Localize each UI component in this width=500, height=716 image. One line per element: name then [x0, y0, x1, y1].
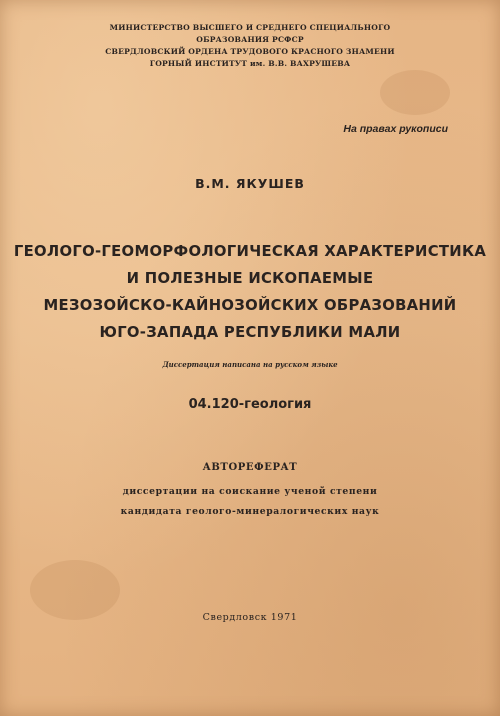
specialty-code: 04.120-геология — [188, 397, 312, 412]
paper-stain — [30, 560, 120, 620]
author-name: В.М. ЯКУШЕВ — [195, 176, 305, 191]
manuscript-rights-note: На правах рукописи — [343, 123, 448, 135]
language-note: Диссертация написана на русском языке — [162, 360, 338, 369]
purpose-line-2: кандидата геолого-минералогических наук — [120, 506, 380, 517]
title-line-2: И ПОЛЕЗНЫЕ ИСКОПАЕМЫЕ — [126, 270, 374, 287]
purpose-line-1: диссертации на соискание ученой степени — [122, 486, 378, 497]
header-line-ministry: МИНИСТЕРСТВО ВЫСШЕГО И СРЕДНЕГО СПЕЦИАЛЬНОГО — [109, 23, 391, 32]
title-line-4: ЮГО-ЗАПАДА РЕСПУБЛИКИ МАЛИ — [99, 324, 401, 341]
institution-header — [0, 22, 500, 70]
dissertation-title — [0, 238, 500, 346]
city-year: Свердловск 1971 — [202, 612, 298, 623]
abstract-label: АВТОРЕФЕРАТ — [202, 462, 298, 473]
title-line-1: ГЕОЛОГО-ГЕОМОРФОЛОГИЧЕСКАЯ ХАРАКТЕРИСТИКА — [13, 243, 487, 260]
header-line-institute-order: СВЕРДЛОВСКИЙ ОРДЕНА ТРУДОВОГО КРАСНОГО ЗНАМЕНИ — [105, 47, 395, 56]
title-line-3: МЕЗОЗОЙСКО-КАЙНОЗОЙСКИХ ОБРАЗОВАНИЙ — [43, 297, 457, 314]
header-line-education: ОБРАЗОВАНИЯ РСФСР — [196, 35, 304, 44]
degree-purpose — [0, 482, 500, 522]
header-line-institute-name: ГОРНЫЙ ИНСТИТУТ им. В.В. ВАХРУШЕВА — [149, 59, 351, 68]
paper-stain — [380, 70, 450, 115]
